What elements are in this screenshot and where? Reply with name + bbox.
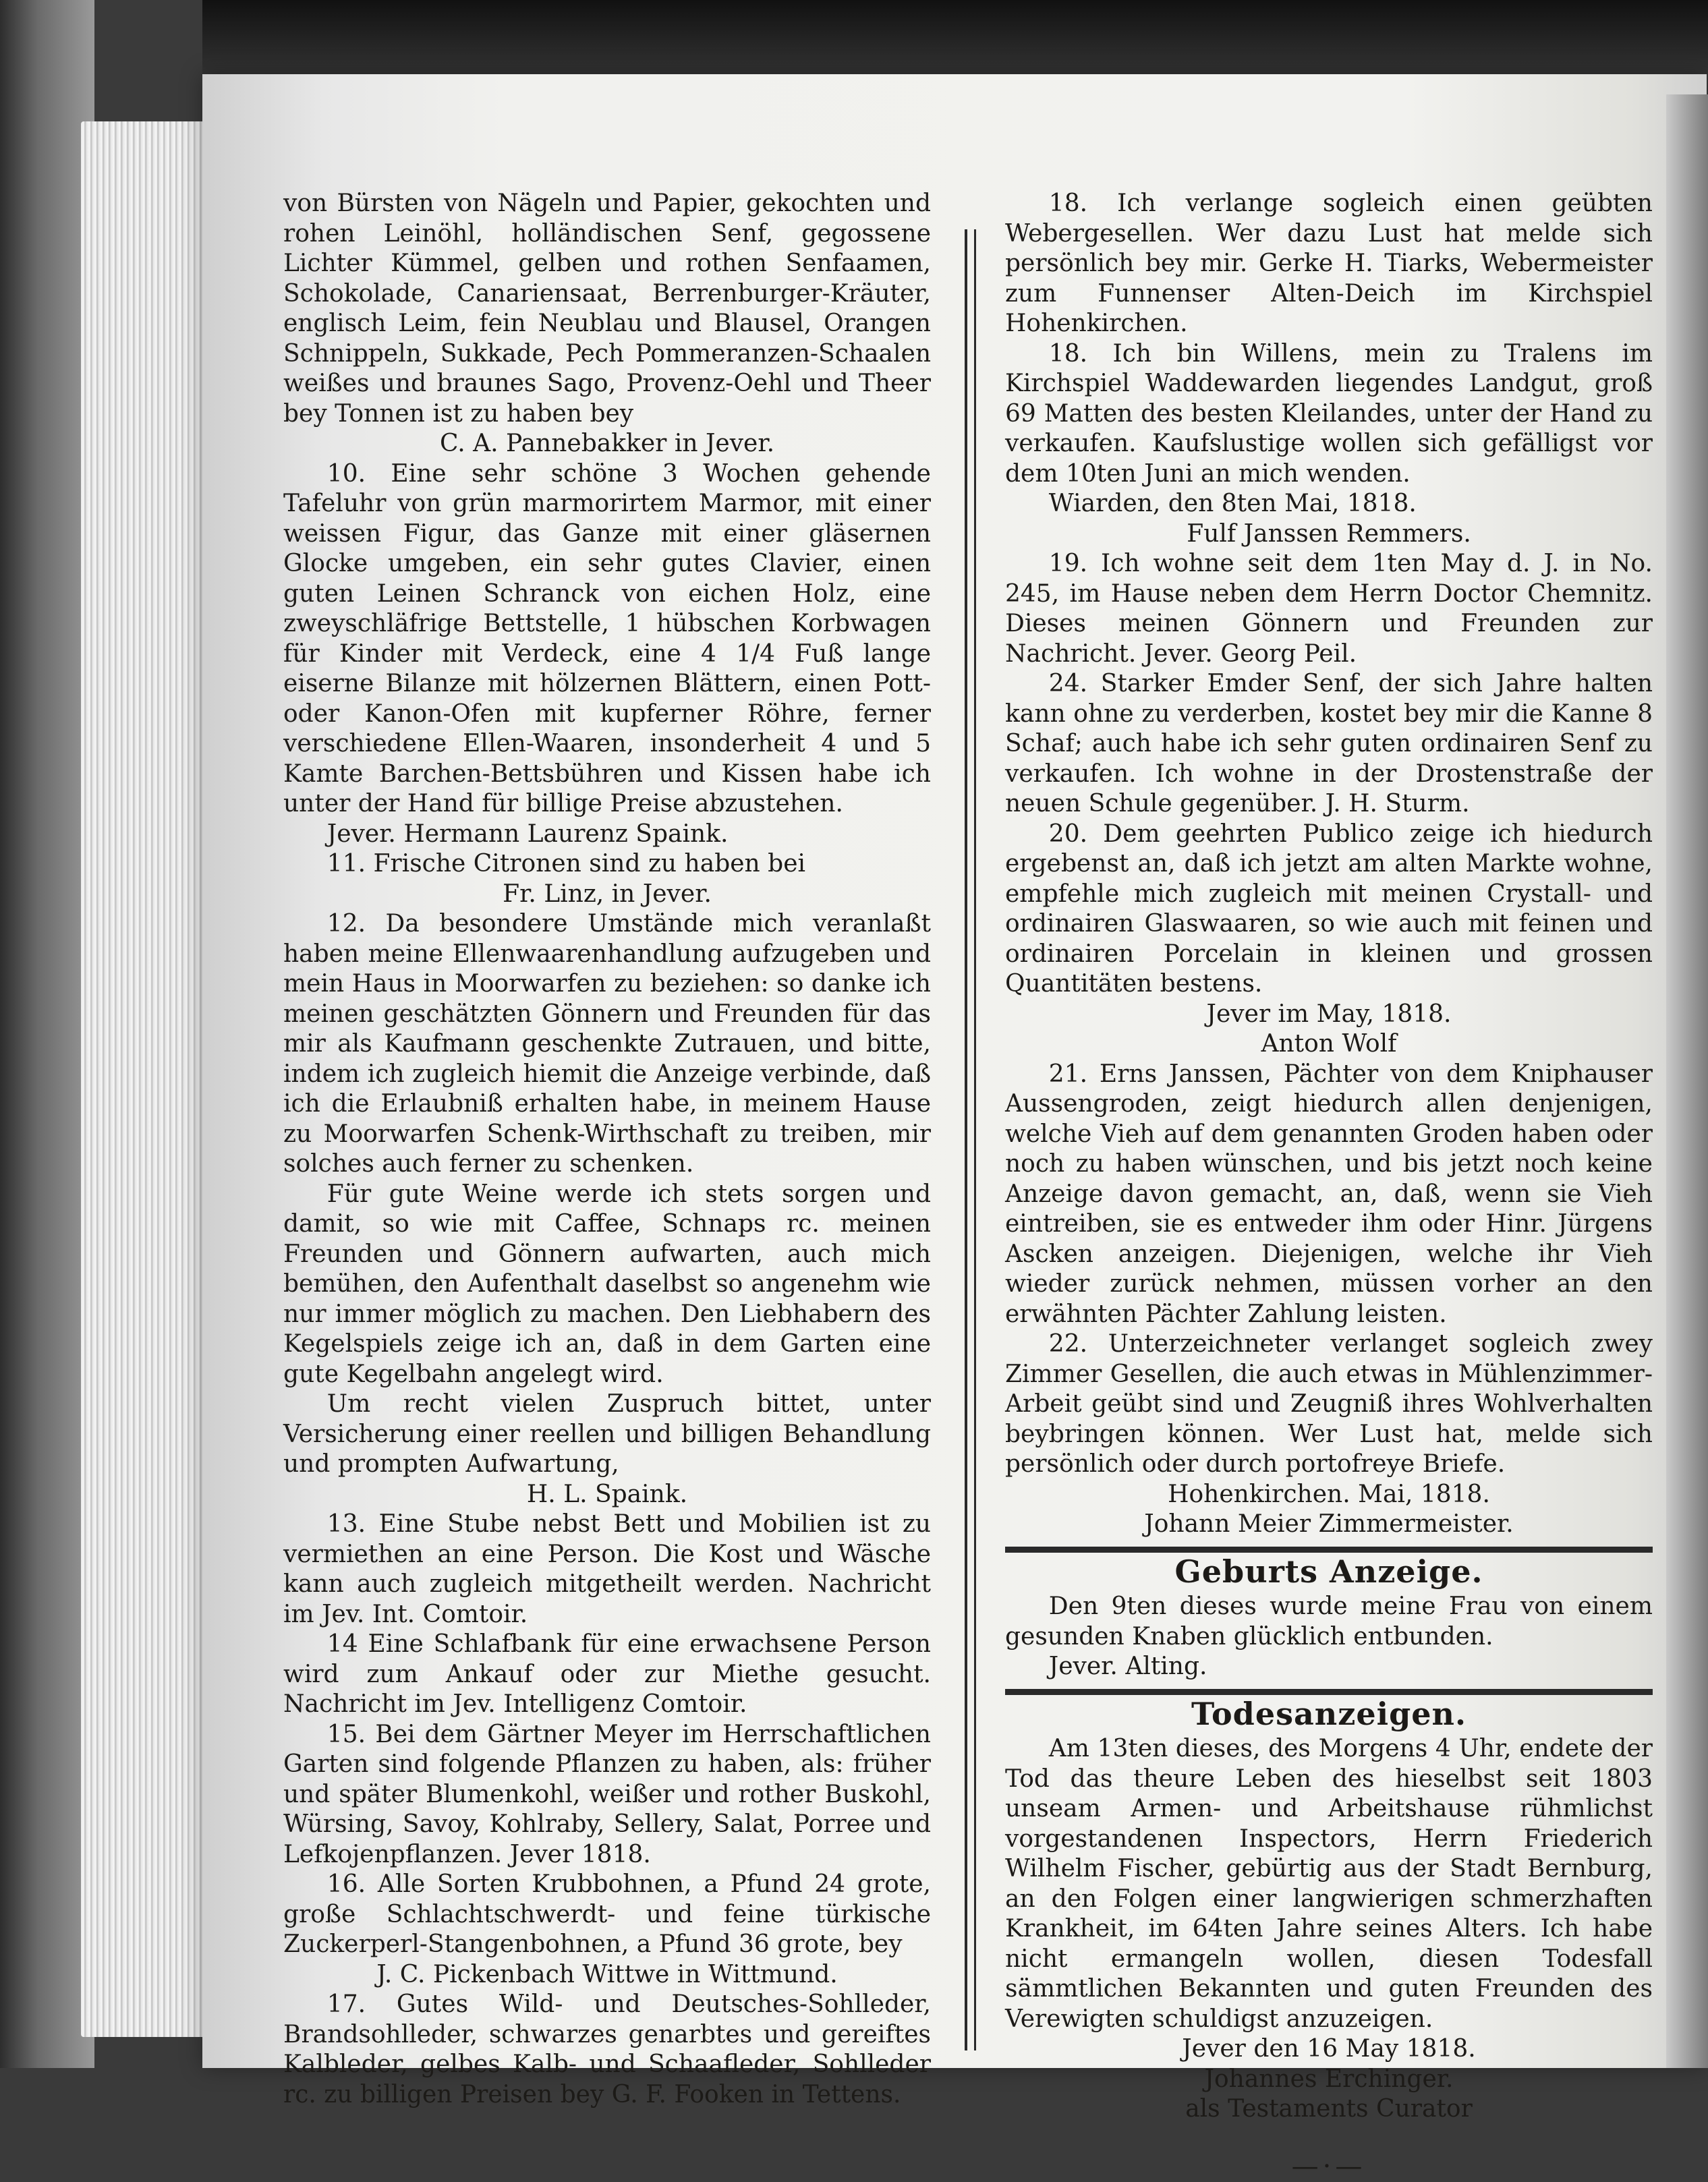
ad-9-continued: von Bürsten von Nägeln und Papier, gekochten und rohen Leinöhl, holländischen Senf, gegossene Lichter Kümmel, gelben und rothen Senfaamen, Schokolade, Canariensaat, Berrenburger-Kräuter, englisch Leim, fein Neublau und Blausel, Orangen Schnippeln, Sukkade, Pech Pommeranzen-Schaalen weißes und braunes Sago, Provenz-Oehl und Theer bey Tonnen ist zu haben bey [283, 190, 931, 428]
death-notice-place: Jever den 16 May 1818. [1182, 2035, 1476, 2063]
ad-11: 11. Frische Citronen sind zu haben bei [326, 850, 806, 878]
end-flourish: —·— [1291, 2150, 1367, 2182]
ad-18b-place: Wiarden, den 8ten Mai, 1818. [1048, 490, 1417, 517]
death-notices-title: Todesanzeigen. [1191, 1695, 1467, 1732]
ad-13: 13. Eine Stube nebst Bett und Mobilien ist zu vermiethen an eine Person. Die Kost und Wäsche kann auch zugleich mitgetheilt werden. Nachricht im Jev. Int. Comtoir. [283, 1510, 931, 1628]
birth-announcement-title: Geburts Anzeige. [1174, 1553, 1483, 1590]
birth-announcement-signature: Jever. Alting. [1048, 1653, 1207, 1680]
ad-20-place: Jever im May, 1818. [1206, 1000, 1452, 1028]
ad-12-part3: Um recht vielen Zuspruch bittet, unter Versicherung einer reellen und billigen Behandlung und prompten Aufwartung, [283, 1390, 931, 1478]
ad-17: 17. Gutes Wild- und Deutsches-Sohlleder, Brandsohlleder, schwarzes genarbtes und gereiftes Kalbleder, gelbes Kalb- und Schaafleder, Sohlleder rc. zu billigen Preisen bey G. F. Fooken in Tettens. [283, 1990, 931, 2108]
ad-21: 21. Erns Janssen, Pächter von dem Kniphauser Aussengroden, zeigt hiedurch allen denjenigen, welche Vieh auf dem genannten Groden haben oder noch zu haben wünschen, und bis jetzt noch keine Anzeige davon gemacht, an, daß, wenn sie Vieh eintreiben, sie es entweder ihm oder Hinr. Jürgens Ascken anzeigen. Diejenigen, welche ihr Vieh wieder zurück nehmen, müssen vorher an den erwähnten Pächter Zahlung leisten. [1005, 1060, 1653, 1328]
column-rule [974, 229, 976, 2050]
ad-12-signature: H. L. Spaink. [526, 1480, 688, 1508]
ad-16: 16. Alle Sorten Krubbohnen, a Pfund 24 grote, große Schlachtschwerdt- und feine türkische Zuckerperl-Stangenbohnen, a Pfund 36 grote, bey [283, 1870, 931, 1958]
ad-9-signature: C. A. Pannebakker in Jever. [439, 430, 775, 457]
column-rule [965, 229, 967, 2050]
scan-background [202, 0, 1708, 74]
death-notice-role: als Testaments Curator [1185, 2095, 1473, 2123]
ad-20-signature: Anton Wolf [1261, 1030, 1397, 1058]
ad-12: 12. Da besondere Umstände mich veranlaßt haben meine Ellenwaarenhandlung aufzugeben und mein Haus in Moorwarfen zu beziehen: so danke ich meinen geschätzten Gönnern und Freunden für das mir als Kaufmann geschenkte Zutrauen, und bitte, indem ich zugleich hiemit die Anzeige verbinde, daß ich die Erlaubniß erhalten habe, in meinem Hause zu Moorwarfen Schenk-Wirthschaft zu treiben, mir solches auch ferner zu schenken. [283, 910, 931, 1178]
ad-18a: 18. Ich verlange sogleich einen geübten Webergesellen. Wer dazu Lust hat melde sich persönlich bey mir. Gerke H. Tiarks, Webermeister zum Funnenser Alten-Deich im Kirchspiel Hohenkirchen. [1005, 190, 1653, 337]
ad-18b: 18. Ich bin Willens, mein zu Tralens im Kirchspiel Waddewarden liegendes Landgut, groß 69 Matten des besten Kleilandes, unter der Hand zu verkaufen. Kaufslustige wollen sich gefälligst vor dem 10ten Juni an mich wenden. [1005, 339, 1653, 488]
ad-22-signature: Johann Meier Zimmermeister. [1144, 1510, 1514, 1538]
ad-16-signature: J. C. Pickenbach Wittwe in Wittmund. [376, 1960, 838, 1988]
ad-22: 22. Unterzeichneter verlanget sogleich zwey Zimmer Gesellen, die auch etwas in Mühlenzimmer-Arbeit geübt sind und Zeugniß ihres Wohlverhalten beybringen können. Wer Lust hat, melde sich persönlich oder durch portofreye Briefe. [1005, 1330, 1653, 1478]
ad-19: 19. Ich wohne seit dem 1ten May d. J. in No. 245, im Hause neben dem Herrn Doctor Chemnitz. Dieses meinen Gönnern und Freunden zur Nachricht. Jever. Georg Peil. [1005, 550, 1653, 668]
section-divider [1005, 1547, 1653, 1553]
ad-12-part2: Für gute Weine werde ich stets sorgen und damit, so wie mit Caffee, Schnaps rc. meinen Freunden und Gönnern aufwarten, auch mich bemühen, den Aufenthalt daselbst so angenehm wie nur immer möglich zu machen. Den Liebhabern des Kegelspiels zeige ich an, daß in dem Garten eine gute Kegelbahn angelegt wird. [283, 1180, 931, 1388]
ad-15: 15. Bei dem Gärtner Meyer im Herrschaftlichen Garten sind folgende Pflanzen zu haben, als: früher und später Blumenkohl, weißer und rother Buskohl, Würsing, Savoy, Kohlraby, Sellery, Salat, Porree und Lefkojenpflanzen. Jever 1818. [283, 1720, 931, 1868]
right-column [1005, 189, 1653, 2181]
death-notice-signature: Johannes Erchinger. [1204, 2065, 1454, 2093]
ad-22-place: Hohenkirchen. Mai, 1818. [1168, 1480, 1490, 1508]
left-column [283, 189, 931, 2110]
death-notice-text: Am 13ten dieses, des Morgens 4 Uhr, endete der Tod das theure Leben des hieselbst seit 1803 unseam Armen- und Arbeitshause rühmlichst vorgestandenen Inspectors, Herrn Friederich Wilhelm Fischer, gebürtig aus der Stadt Bernburg, an den Folgen einer langwierigen schmerzhaften Krankheit, im 64ten Jahre seines Alters. Ich habe nicht ermangeln wollen, diesen Todesfall sämmtlichen Bekannten und guten Freunden des Verewigten schuldigst anzuzeigen. [1005, 1735, 1653, 2033]
ad-20: 20. Dem geehrten Publico zeige ich hiedurch ergebenst an, daß ich jetzt am alten Markte wohne, empfehle mich zugleich mit meinen Crystall- und ordinairen Glaswaaren, so wie auch mit feinen und ordinairen Porcelain in kleinen und grossen Quantitäten bestens. [1005, 820, 1653, 998]
ad-10-signature: Jever. Hermann Laurenz Spaink. [326, 820, 729, 848]
ad-11-signature: Fr. Linz, in Jever. [503, 880, 712, 908]
birth-announcement-text: Den 9ten dieses wurde meine Frau von einem gesunden Knaben glücklich entbunden. [1005, 1592, 1653, 1650]
book-gutter [1666, 94, 1708, 2068]
ad-10: 10. Eine sehr schöne 3 Wochen gehende Tafeluhr von grün marmorirtem Marmor, mit einer weissen Figur, das Ganze mit einer gläsernen Glocke umgeben, ein sehr gutes Clavier, einen guten Leinen Schranck von eichen Holz, eine zweyschläfrige Bettstelle, 1 hübschen Korbwagen für Kinder mit Verdeck, eine 4 1/4 Fuß lange eiserne Bilanze mit hölzernen Blättern, einen Pott-oder Kanon-Ofen mit kupferner Röhre, ferner verschiedene Ellen-Waaren, insonderheit 4 und 5 Kamte Barchen-Bettsbühren und Kissen habe ich unter der Hand für billige Preise abzustehen. [283, 459, 931, 817]
ad-24: 24. Starker Emder Senf, der sich Jahre halten kann ohne zu verderben, kostet bey mir die Kanne 8 Schaf; auch habe ich sehr guten ordinairen Senf zu verkaufen. Ich wohne in der Drostenstraße der neuen Schule gegenüber. J. H. Sturm. [1005, 670, 1653, 817]
book-spine [0, 0, 94, 2068]
ad-18b-signature: Fulf Janssen Remmers. [1187, 519, 1471, 548]
ad-14: 14 Eine Schlafbank für eine erwachsene Person wird zum Ankauf oder zur Miethe gesucht. Nachricht im Jev. Intelligenz Comtoir. [283, 1630, 931, 1718]
section-divider [1005, 1689, 1653, 1695]
